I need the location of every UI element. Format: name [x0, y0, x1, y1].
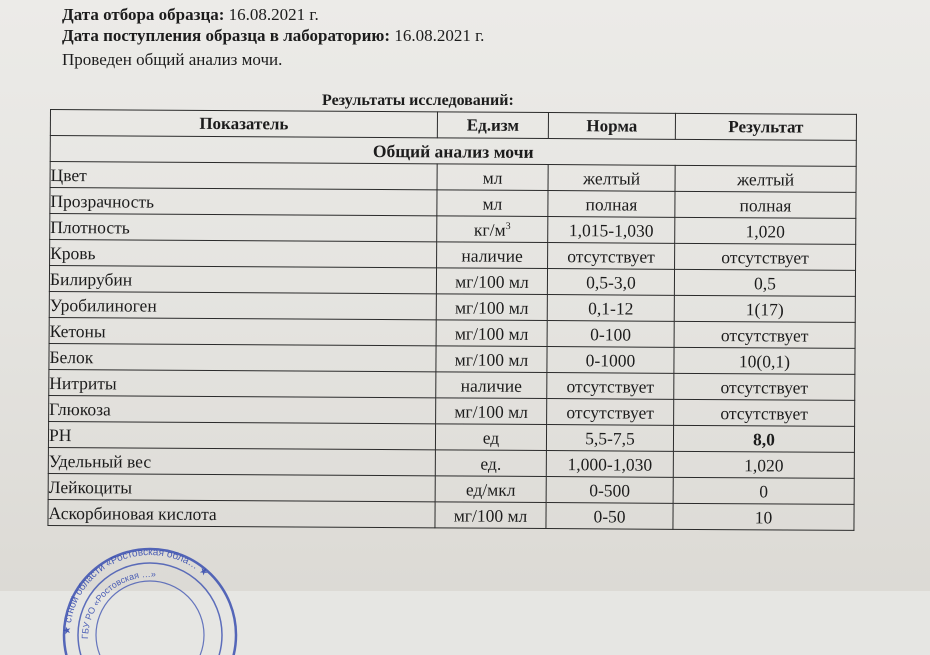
norm-cell: 0,5-3,0 — [547, 269, 674, 296]
norm-cell: 0-500 — [546, 477, 673, 504]
result-cell: отсутствует — [674, 373, 855, 400]
svg-text:★ стной области «Ростовская об: ★ стной области «Ростовская обла… ★ — [61, 546, 211, 636]
analysis-note: Проведен общий анализ мочи. — [62, 50, 283, 69]
unit-text: мг/100 мл — [454, 348, 529, 370]
unit-text: мг/100 мл — [455, 270, 529, 292]
parameter-cell: Кровь — [50, 240, 437, 268]
norm-cell: 1,000-1,030 — [546, 451, 673, 478]
result-cell: 1,020 — [673, 451, 854, 478]
norm-cell: желтый — [548, 165, 675, 192]
unit-cell — [436, 398, 547, 425]
svg-text:ГБУ РО «Ростовская …»: ГБУ РО «Ростовская …» — [79, 568, 157, 640]
unit-cell — [435, 450, 546, 477]
norm-cell: 0-1000 — [547, 347, 674, 374]
unit-text: наличие — [460, 375, 523, 396]
parameter-cell: Прозрачность — [50, 188, 437, 216]
unit-text: мл — [482, 193, 503, 214]
parameter-cell: Лейкоциты — [48, 473, 435, 501]
table-row — [48, 499, 854, 530]
result-cell: 10 — [673, 503, 854, 530]
sample-date-line — [62, 5, 319, 25]
parameter-cell: Билирубин — [49, 266, 436, 294]
norm-cell: полная — [548, 191, 675, 218]
unit-text: мг/100 мл — [453, 504, 528, 526]
unit-text: мг/100 мл — [454, 322, 529, 344]
sample-date-value: 16.08.2021 г. — [228, 5, 319, 24]
results-table — [47, 109, 857, 531]
result-cell: полная — [675, 191, 856, 218]
column-header-parameter: Показатель — [50, 110, 437, 138]
unit-text: ед. — [480, 453, 502, 474]
parameter-cell: PH — [48, 421, 435, 449]
unit-cell — [435, 424, 546, 451]
parameter-cell: Удельный вес — [48, 447, 435, 475]
parameter-cell: Нитриты — [49, 369, 436, 397]
receipt-date-label: Дата поступления образца в лабораторию: — [62, 26, 391, 45]
unit-cell — [437, 242, 548, 269]
unit-cell — [435, 476, 546, 503]
unit-cell — [435, 502, 546, 529]
unit-text: наличие — [461, 245, 523, 266]
norm-cell: 5,5-7,5 — [546, 425, 673, 452]
section-title: Общий анализ мочи — [50, 136, 856, 167]
parameter-cell: Цвет — [50, 162, 437, 190]
result-cell: 0,5 — [674, 269, 855, 296]
norm-cell: 1,015-1,030 — [548, 217, 675, 244]
unit-cell — [436, 294, 547, 321]
result-cell: отсутствует — [674, 321, 855, 348]
unit-text: мл — [482, 167, 503, 188]
result-cell: 1(17) — [674, 295, 855, 322]
norm-cell: 0,1-12 — [547, 295, 674, 322]
unit-text: кг/м — [473, 219, 506, 240]
unit-text: мг/100 мл — [454, 296, 529, 318]
column-header-result: Результат — [675, 113, 856, 140]
result-cell: отсутствует — [674, 399, 855, 426]
unit-cell — [437, 216, 548, 243]
column-header-norm: Норма — [548, 113, 675, 140]
unit-cell — [436, 372, 547, 399]
unit-cell — [436, 346, 547, 373]
parameter-cell: Белок — [49, 343, 436, 371]
norm-cell: отсутствует — [547, 399, 674, 426]
sample-date-label: Дата отбора образца: — [62, 5, 225, 24]
unit-text: ед — [482, 427, 500, 448]
result-cell: 10(0,1) — [674, 347, 855, 374]
parameter-cell: Глюкоза — [49, 395, 436, 423]
result-cell: 0 — [673, 477, 854, 504]
parameter-cell: Уробилиноген — [49, 291, 436, 319]
unit-cell — [436, 268, 547, 295]
result-cell: 8,0 — [673, 425, 854, 452]
unit-cell — [437, 164, 548, 191]
result-cell: отсутствует — [675, 243, 856, 270]
parameter-cell: Кетоны — [49, 317, 436, 345]
norm-cell: 0-100 — [547, 321, 674, 348]
unit-superscript: 3 — [505, 220, 511, 232]
result-cell: 1,020 — [675, 217, 856, 244]
unit-text: мг/100 мл — [454, 400, 528, 422]
parameter-cell: Плотность — [50, 214, 437, 242]
column-header-unit: Ед.изм — [437, 112, 548, 139]
norm-cell: отсутствует — [547, 373, 674, 400]
unit-text: ед/мкл — [465, 479, 516, 500]
norm-cell: 0-50 — [546, 503, 673, 530]
norm-cell: отсутствует — [548, 243, 675, 270]
parameter-cell: Аскорбиновая кислота — [48, 499, 435, 527]
receipt-date-value: 16.08.2021 г. — [394, 26, 485, 45]
result-cell: желтый — [675, 165, 856, 192]
unit-cell — [437, 190, 548, 217]
receipt-date-line — [62, 26, 484, 46]
unit-cell — [436, 320, 547, 347]
stamp-seal — [60, 535, 240, 655]
results-title: Результаты исследований: — [322, 92, 514, 109]
